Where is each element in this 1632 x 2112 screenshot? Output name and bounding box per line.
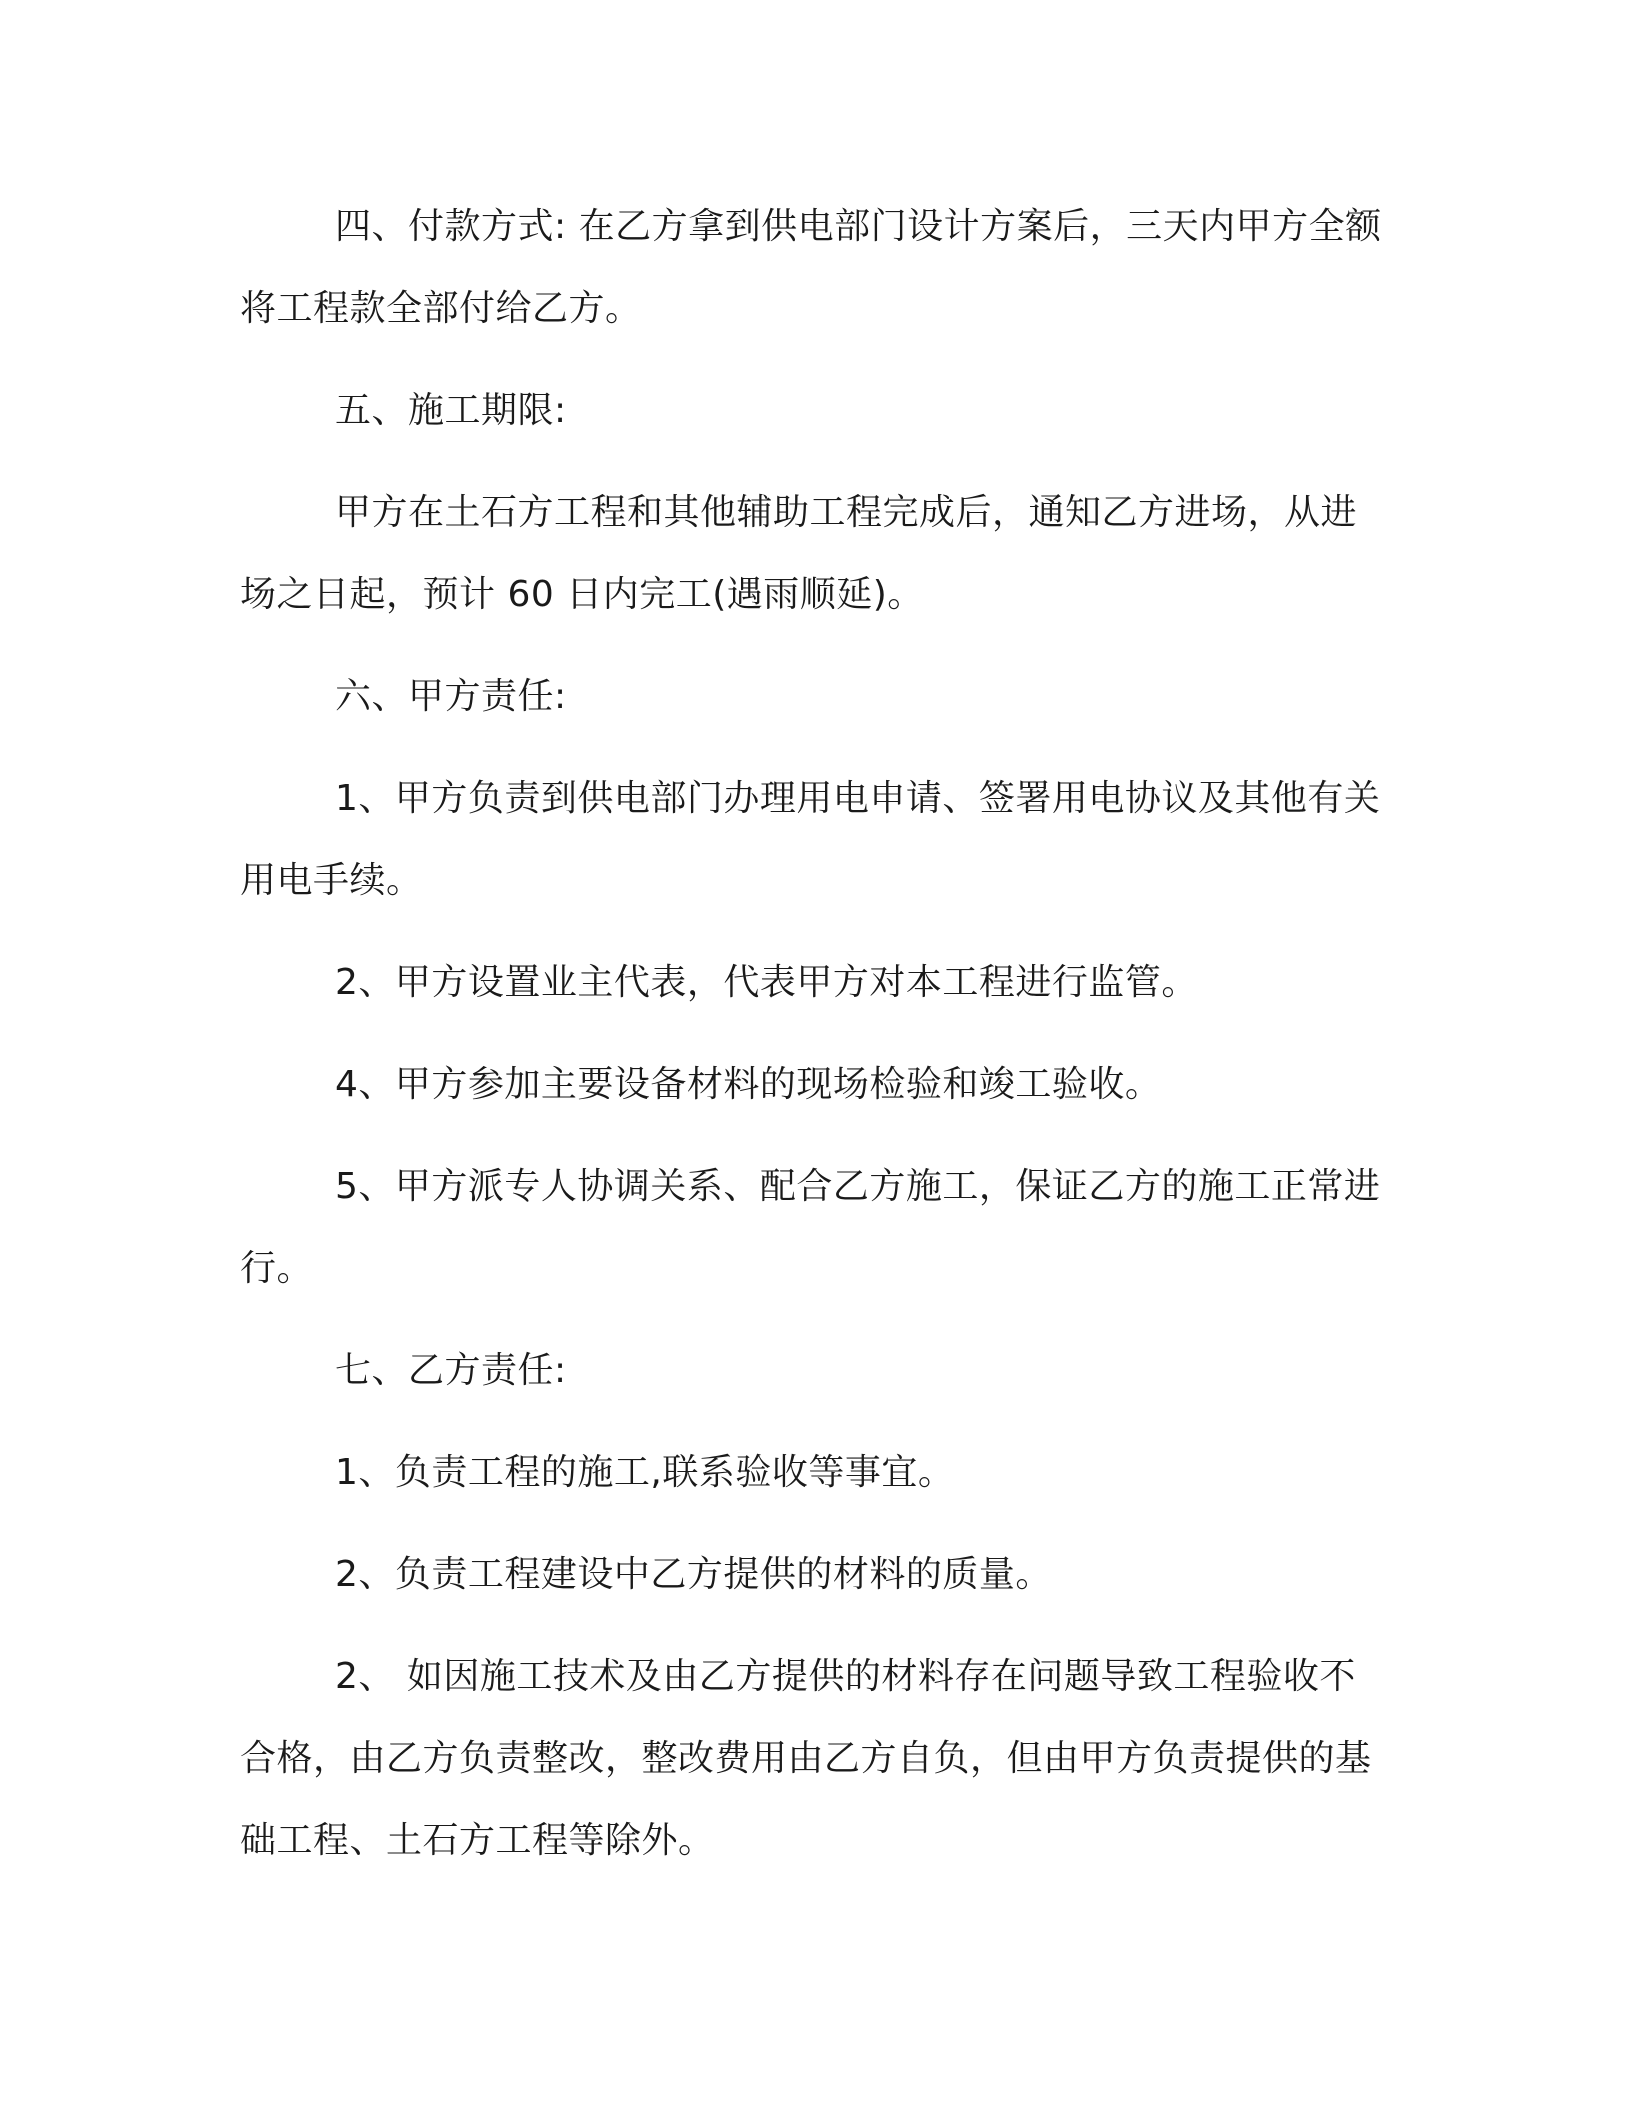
paragraph-party-a-item-2: 2、甲方设置业主代表，代表甲方对本工程进行监管。	[335, 962, 1198, 1003]
paragraph-party-a-item-4: 4、甲方参加主要设备材料的现场检验和竣工验收。	[335, 1064, 1162, 1105]
document-body	[240, 186, 1385, 1902]
paragraph-party-b-item-2b: 2、 如因施工技术及由乙方提供的材料存在问题导致工程验收不合格，由乙方负责整改，整改费用由乙方自负，但由甲方负责提供的基础工程、土石方工程等除外。	[240, 1656, 1372, 1861]
paragraph-party-b-item-2: 2、负责工程建设中乙方提供的材料的质量。	[335, 1554, 1052, 1595]
paragraph-payment-method: 四、付款方式: 在乙方拿到供电部门设计方案后，三天内甲方全额将工程款全部付给乙方。	[240, 206, 1382, 329]
paragraph-party-a-item-5: 5、甲方派专人协调关系、配合乙方施工，保证乙方的施工正常进行。	[240, 1166, 1381, 1289]
paragraph-construction-period: 甲方在土石方工程和其他辅助工程完成后，通知乙方进场，从进场之日起，预计 60 日内完工(遇雨顺延)。	[240, 492, 1358, 615]
paragraph-party-a-item-1: 1、甲方负责到供电部门办理用电申请、签署用电协议及其他有关用电手续。	[240, 778, 1381, 901]
paragraph-party-b-item-1: 1、负责工程的施工,联系验收等事宜。	[335, 1452, 955, 1493]
heading-party-b-responsibility: 七、乙方责任:	[335, 1350, 567, 1391]
heading-party-a-responsibility: 六、甲方责任:	[335, 676, 567, 717]
heading-construction-period: 五、施工期限:	[335, 390, 567, 431]
